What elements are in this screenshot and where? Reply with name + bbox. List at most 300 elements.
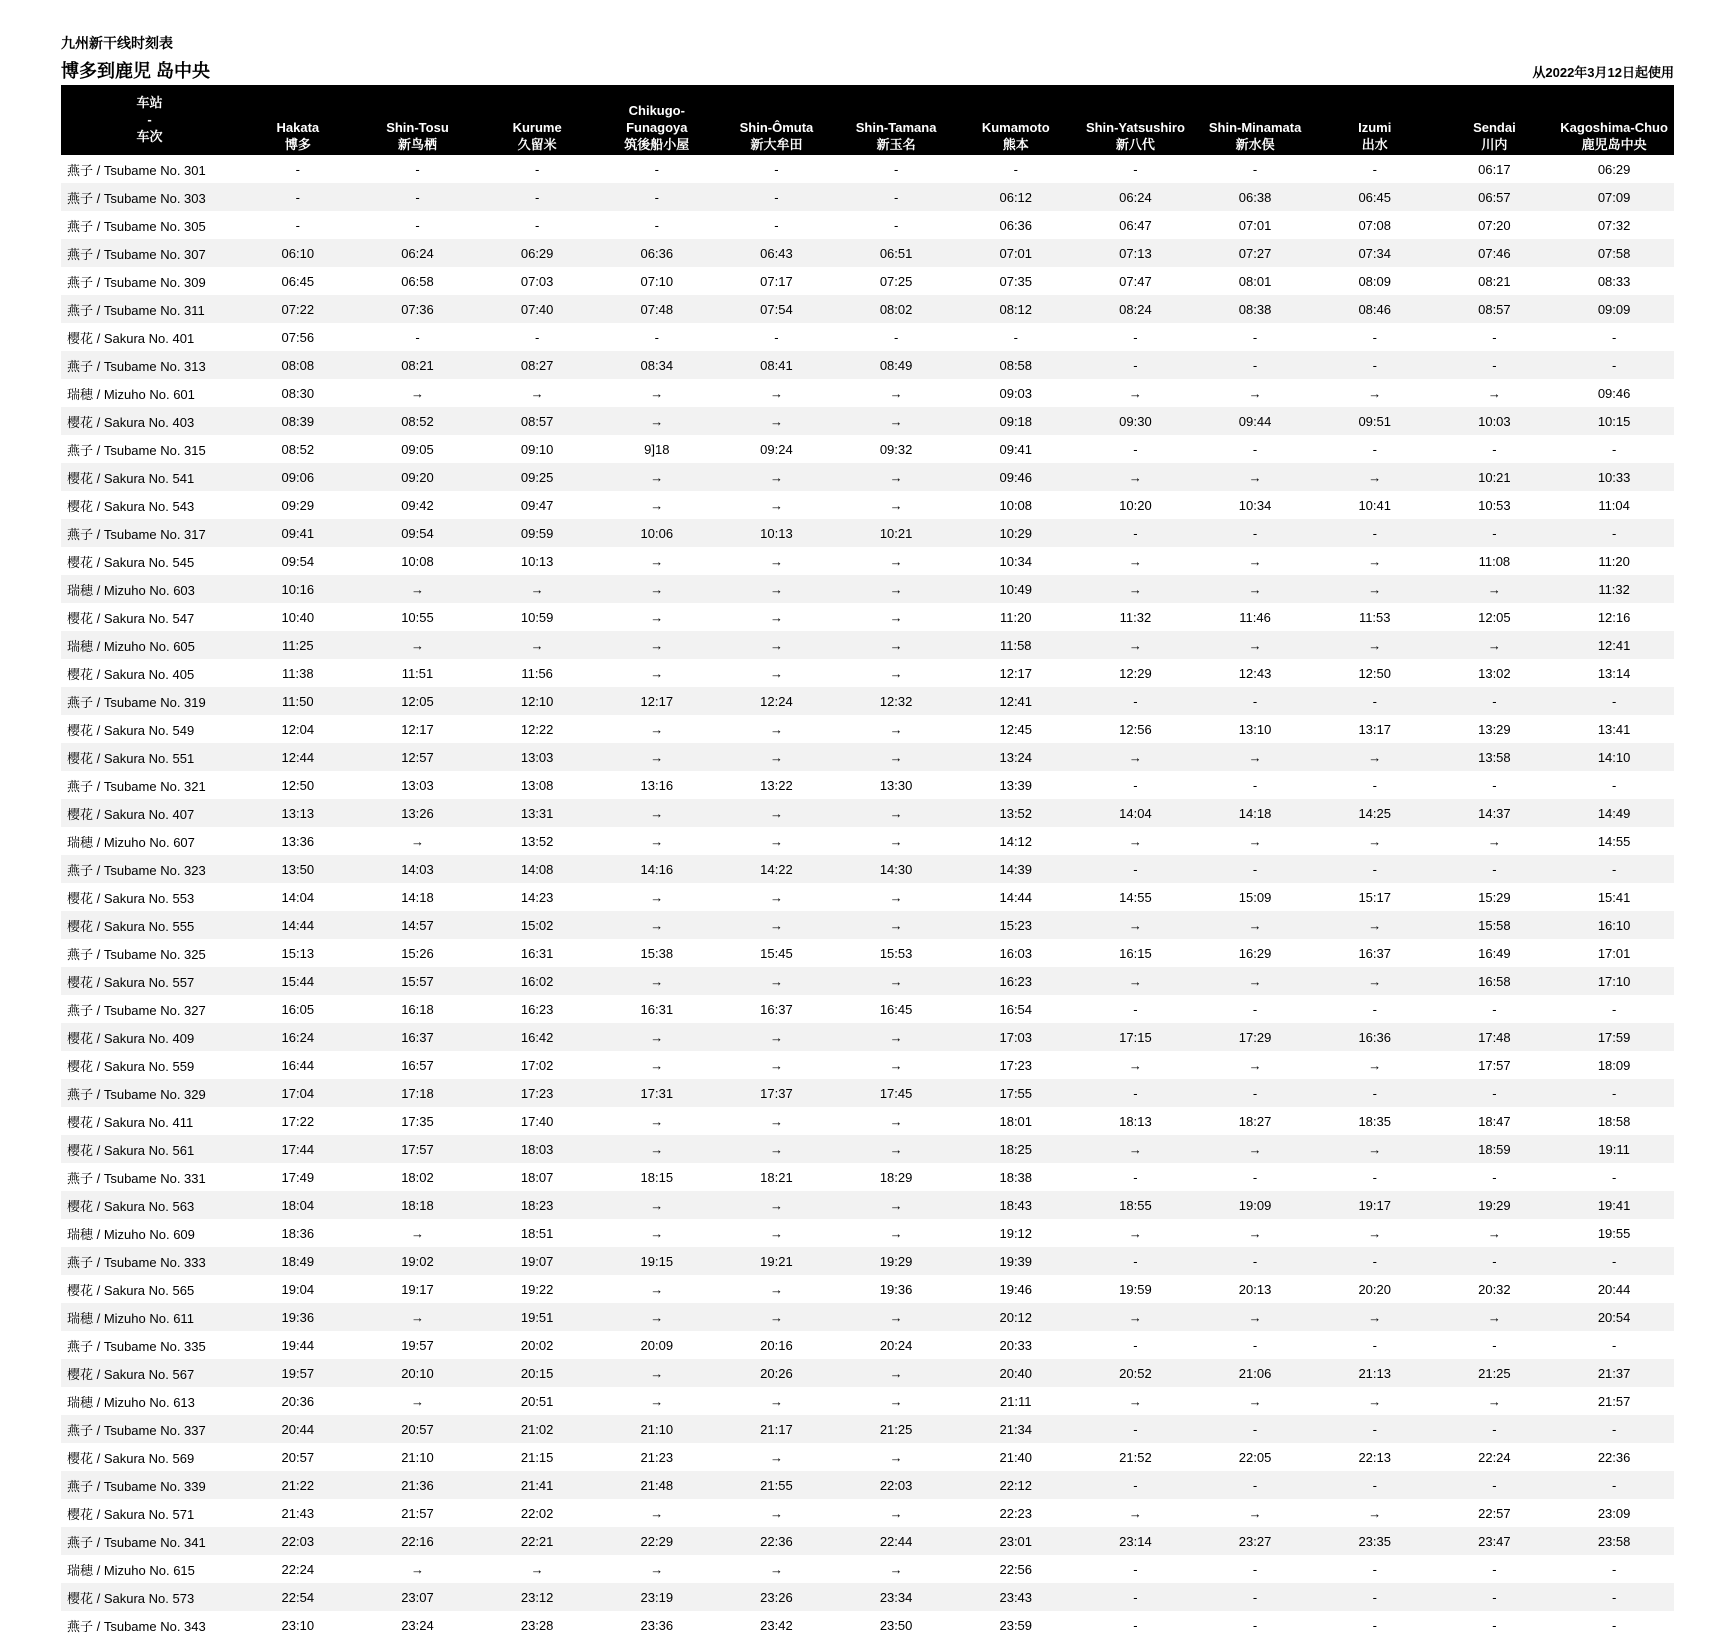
time-cell: → xyxy=(717,575,837,603)
time-cell: - xyxy=(534,161,540,177)
time-cell: 16:23 xyxy=(520,1001,554,1017)
time-cell: 20:44 xyxy=(1597,1281,1631,1297)
time-cell: → xyxy=(1315,463,1435,491)
station-name-jp: 筑後船小屋 xyxy=(624,137,690,152)
station-header xyxy=(1435,85,1555,155)
time-cell: 15:02 xyxy=(477,911,597,939)
time-cell: 10:29 xyxy=(956,519,1076,547)
time-cell: 08:39 xyxy=(238,407,358,435)
time-cell: → xyxy=(410,1393,424,1409)
time-cell: - xyxy=(1315,1471,1435,1499)
time-cell: 06:17 xyxy=(1478,161,1511,177)
train-name-cell: 樱花 / Sakura No. 571 xyxy=(67,1506,195,1522)
time-cell: 21:48 xyxy=(597,1471,717,1499)
time-cell: 15:26 xyxy=(401,945,434,961)
time-cell: 07:35 xyxy=(999,273,1033,289)
timetable xyxy=(61,85,1674,1639)
time-cell: 19:17 xyxy=(401,1281,434,1297)
time-cell: → xyxy=(889,1393,903,1409)
time-cell: - xyxy=(415,161,420,177)
time-cell: → xyxy=(650,1561,664,1577)
time-cell: 07:32 xyxy=(1597,217,1631,233)
time-cell: 18:04 xyxy=(238,1191,358,1219)
time-cell: 16:57 xyxy=(401,1057,434,1073)
time-cell: - xyxy=(1076,1247,1196,1275)
time-cell: 08:41 xyxy=(717,351,837,379)
time-cell: → xyxy=(1315,1135,1435,1163)
time-cell: 22:13 xyxy=(1358,1449,1391,1465)
time-cell: 19:44 xyxy=(281,1337,315,1353)
time-cell: → xyxy=(410,385,424,401)
time-cell: 21:25 xyxy=(836,1415,956,1443)
time-cell: - xyxy=(1133,1617,1138,1633)
time-cell: - xyxy=(1315,1247,1435,1275)
time-cell: - xyxy=(1076,687,1196,715)
time-cell: → xyxy=(836,1135,956,1163)
time-cell: 15:44 xyxy=(238,967,358,995)
time-cell: → xyxy=(1487,385,1501,401)
time-cell: 10:15 xyxy=(1554,407,1674,435)
time-cell: 23:42 xyxy=(760,1617,793,1633)
time-cell: 08:08 xyxy=(238,351,358,379)
time-cell: 18:09 xyxy=(1597,1057,1631,1073)
time-cell: - xyxy=(1492,329,1497,345)
time-cell: 10:08 xyxy=(401,553,434,569)
time-cell: → xyxy=(1368,1505,1382,1521)
time-cell: - xyxy=(534,329,540,345)
time-cell: - xyxy=(1554,1415,1674,1443)
time-cell: 18:38 xyxy=(999,1169,1033,1185)
time-cell: → xyxy=(1128,385,1142,401)
time-cell: → xyxy=(769,553,783,569)
time-cell: 9]18 xyxy=(644,441,670,457)
time-cell: → xyxy=(836,911,956,939)
time-cell: 23:09 xyxy=(1597,1505,1631,1521)
station-header xyxy=(238,85,358,155)
time-cell: 21:57 xyxy=(401,1505,434,1521)
time-cell: 20:24 xyxy=(879,1337,913,1353)
time-cell: - xyxy=(1076,1583,1196,1611)
time-cell: 19:09 xyxy=(1195,1191,1315,1219)
time-cell: - xyxy=(358,183,478,211)
time-cell: → xyxy=(836,631,956,659)
time-cell: 18:29 xyxy=(879,1169,913,1185)
time-cell: 17:59 xyxy=(1554,1023,1674,1051)
time-cell: 17:22 xyxy=(281,1113,315,1129)
time-cell: 18:36 xyxy=(281,1225,315,1241)
time-cell: 23:27 xyxy=(1195,1527,1315,1555)
time-cell: 20:20 xyxy=(1358,1281,1391,1297)
time-cell: → xyxy=(1315,631,1435,659)
time-cell: 15:23 xyxy=(956,911,1076,939)
time-cell: 13:30 xyxy=(879,777,913,793)
train-name-cell: 樱花 / Sakura No. 411 xyxy=(67,1114,194,1130)
time-cell: → xyxy=(717,407,837,435)
station-name-jp: 新八代 xyxy=(1115,137,1155,152)
time-cell: 21:06 xyxy=(1195,1359,1315,1387)
train-name-cell: 樱花 / Sakura No. 565 xyxy=(67,1282,195,1298)
time-cell: 08:52 xyxy=(358,407,478,435)
time-cell: 23:01 xyxy=(956,1527,1076,1555)
time-cell: 15:57 xyxy=(358,967,478,995)
time-cell: - xyxy=(1133,777,1138,793)
time-cell: 18:07 xyxy=(520,1169,554,1185)
train-name-cell: 樱花 / Sakura No. 573 xyxy=(61,1583,238,1611)
time-cell: 11:20 xyxy=(999,609,1032,625)
time-cell: 07:09 xyxy=(1554,183,1674,211)
time-cell: → xyxy=(597,631,717,659)
time-cell: → xyxy=(1487,1393,1501,1409)
time-cell: 19:57 xyxy=(238,1359,358,1387)
time-cell: - xyxy=(1252,329,1258,345)
time-cell: 20:15 xyxy=(477,1359,597,1387)
station-header xyxy=(1554,85,1674,155)
time-cell: - xyxy=(1554,1079,1674,1107)
table-row xyxy=(61,1219,1674,1247)
time-cell: 12:50 xyxy=(281,777,315,793)
time-cell: 14:57 xyxy=(358,911,478,939)
time-cell: → xyxy=(1315,743,1435,771)
time-cell: - xyxy=(1315,687,1435,715)
time-cell: → xyxy=(889,1449,903,1465)
time-cell: 16:37 xyxy=(760,1001,793,1017)
train-name-cell: 樱花 / Sakura No. 567 xyxy=(61,1359,238,1387)
time-cell: 21:13 xyxy=(1315,1359,1435,1387)
time-cell: - xyxy=(1611,329,1617,345)
time-cell: 12:32 xyxy=(836,687,956,715)
time-cell: → xyxy=(650,1393,664,1409)
time-cell: - xyxy=(295,161,300,177)
station-header xyxy=(1315,85,1435,155)
time-cell: → xyxy=(597,1135,717,1163)
time-cell: 13:39 xyxy=(999,777,1033,793)
time-cell: → xyxy=(1435,1303,1555,1331)
time-cell: 13:52 xyxy=(956,799,1076,827)
time-cell: 07:10 xyxy=(640,273,674,289)
time-cell: → xyxy=(836,575,956,603)
time-cell: - xyxy=(1252,1169,1258,1185)
time-cell: → xyxy=(410,1561,424,1577)
time-cell: 16:31 xyxy=(640,1001,674,1017)
time-cell: 11:04 xyxy=(1598,497,1630,513)
time-cell: 13:29 xyxy=(1478,721,1511,737)
time-cell: - xyxy=(1013,161,1018,177)
time-cell: → xyxy=(836,1303,956,1331)
time-cell: 22:29 xyxy=(597,1527,717,1555)
time-cell: 17:15 xyxy=(1076,1023,1196,1051)
station-name-en: Shin-Tosu xyxy=(386,120,449,135)
timetable-body xyxy=(61,155,1674,1639)
table-row xyxy=(61,407,1674,435)
time-cell: 15:45 xyxy=(760,945,793,961)
time-cell: - xyxy=(1492,1617,1497,1633)
time-cell: 07:25 xyxy=(879,273,913,289)
time-cell: 20:52 xyxy=(1076,1359,1196,1387)
train-name-cell: 樱花 / Sakura No. 551 xyxy=(61,743,238,771)
time-cell: → xyxy=(1076,967,1196,995)
time-cell: 17:48 xyxy=(1435,1023,1555,1051)
time-cell: 17:44 xyxy=(238,1135,358,1163)
time-cell: 10:21 xyxy=(1435,463,1555,491)
time-cell: - xyxy=(1554,1583,1674,1611)
time-cell: 10:13 xyxy=(717,519,837,547)
time-cell: → xyxy=(836,407,956,435)
time-cell: 15:58 xyxy=(1435,911,1555,939)
time-cell: - xyxy=(1315,351,1435,379)
time-cell: → xyxy=(1315,1303,1435,1331)
time-cell: 15:09 xyxy=(1238,889,1272,905)
time-cell: 12:56 xyxy=(1119,721,1152,737)
time-cell: 20:33 xyxy=(999,1337,1033,1353)
time-cell: 20:44 xyxy=(238,1415,358,1443)
table-row xyxy=(61,715,1674,743)
time-cell: 16:05 xyxy=(281,1001,315,1017)
station-name-en: Shin-Tamana xyxy=(855,120,937,135)
time-cell: 18:25 xyxy=(956,1135,1076,1163)
train-name-cell: 樱花 / Sakura No. 543 xyxy=(67,498,195,514)
table-row xyxy=(61,1023,1674,1051)
time-cell: → xyxy=(836,967,956,995)
time-cell: 13:24 xyxy=(956,743,1076,771)
time-cell: 20:51 xyxy=(520,1393,554,1409)
time-cell: 07:20 xyxy=(1478,217,1511,233)
station-name-en: Izumi xyxy=(1358,120,1392,135)
time-cell: 20:57 xyxy=(281,1449,315,1465)
time-cell: 09:29 xyxy=(281,497,315,513)
time-cell: 06:29 xyxy=(1597,161,1631,177)
time-cell: 22:03 xyxy=(238,1527,358,1555)
time-cell: 08:02 xyxy=(836,295,956,323)
time-cell: → xyxy=(889,721,903,737)
train-name-cell: 燕子 / Tsubame No. 327 xyxy=(67,1002,206,1018)
time-cell: 23:34 xyxy=(836,1583,956,1611)
time-cell: 16:37 xyxy=(358,1023,478,1051)
table-row xyxy=(61,155,1674,183)
time-cell: - xyxy=(1133,1337,1138,1353)
time-cell: 20:10 xyxy=(358,1359,478,1387)
time-cell: → xyxy=(889,609,903,625)
station-name-jp: 出水 xyxy=(1361,137,1388,152)
time-cell: 16:23 xyxy=(956,967,1076,995)
time-cell: 22:16 xyxy=(358,1527,478,1555)
time-cell: 20:16 xyxy=(760,1337,793,1353)
time-cell: 21:02 xyxy=(477,1415,597,1443)
time-cell: → xyxy=(650,1113,664,1129)
time-cell: - xyxy=(597,183,717,211)
table-row xyxy=(61,1303,1674,1331)
time-cell: 19:21 xyxy=(717,1247,837,1275)
time-cell: 17:57 xyxy=(358,1135,478,1163)
time-cell: 23:36 xyxy=(640,1617,674,1633)
time-cell: 19:41 xyxy=(1554,1191,1674,1219)
time-cell: 07:58 xyxy=(1554,239,1674,267)
train-name-cell: 燕子 / Tsubame No. 321 xyxy=(67,778,206,794)
time-cell: → xyxy=(650,385,664,401)
time-cell: 09:42 xyxy=(401,497,434,513)
time-cell: → xyxy=(597,799,717,827)
train-name-cell: 樱花 / Sakura No. 549 xyxy=(67,722,195,738)
station-name-en: Shin-Minamata xyxy=(1208,120,1302,135)
time-cell: → xyxy=(1487,1225,1501,1241)
time-cell: 08:49 xyxy=(836,351,956,379)
time-cell: 10:49 xyxy=(956,575,1076,603)
time-cell: 10:03 xyxy=(1435,407,1555,435)
time-cell: 13:26 xyxy=(358,799,478,827)
train-name-cell: 樱花 / Sakura No. 555 xyxy=(61,911,238,939)
station-name-jp: 鹿児岛中央 xyxy=(1581,137,1647,152)
train-name-cell: 瑞穂 / Mizuho No. 607 xyxy=(67,834,195,850)
time-cell: 08:38 xyxy=(1195,295,1315,323)
time-cell: 23:10 xyxy=(281,1617,315,1633)
train-name-cell: 樱花 / Sakura No. 405 xyxy=(67,666,195,682)
time-cell: 07:17 xyxy=(760,273,793,289)
time-cell: 21:55 xyxy=(717,1471,837,1499)
time-cell: 17:02 xyxy=(520,1057,554,1073)
time-cell: 21:36 xyxy=(358,1471,478,1499)
table-row xyxy=(61,1583,1674,1611)
time-cell: - xyxy=(1611,1337,1617,1353)
time-cell: 08:30 xyxy=(281,385,315,401)
time-cell: 22:23 xyxy=(999,1505,1033,1521)
time-cell: 19:07 xyxy=(477,1247,597,1275)
time-cell: → xyxy=(410,833,424,849)
time-cell: → xyxy=(1368,385,1382,401)
time-cell: → xyxy=(1248,1505,1262,1521)
time-cell: 08:21 xyxy=(358,351,478,379)
time-cell: 23:26 xyxy=(717,1583,837,1611)
time-cell: → xyxy=(769,1113,783,1129)
time-cell: → xyxy=(1195,1135,1315,1163)
time-cell: - xyxy=(1133,1561,1138,1577)
time-cell: → xyxy=(836,1359,956,1387)
time-cell: - xyxy=(1372,1617,1377,1633)
time-cell: 19:55 xyxy=(1597,1225,1631,1241)
time-cell: 16:15 xyxy=(1119,945,1152,961)
time-cell: 21:57 xyxy=(1597,1393,1631,1409)
time-cell: → xyxy=(1368,833,1382,849)
train-name-cell: 燕子 / Tsubame No. 341 xyxy=(61,1527,238,1555)
timetable-header xyxy=(61,85,1674,155)
time-cell: 07:01 xyxy=(956,239,1076,267)
time-cell: - xyxy=(1554,351,1674,379)
time-cell: 18:59 xyxy=(1435,1135,1555,1163)
time-cell: → xyxy=(358,1303,478,1331)
time-cell: 18:27 xyxy=(1238,1113,1272,1129)
time-cell: - xyxy=(477,183,597,211)
time-cell: 11:58 xyxy=(956,631,1076,659)
time-cell: - xyxy=(774,217,779,233)
time-cell: 16:02 xyxy=(477,967,597,995)
time-cell: → xyxy=(358,631,478,659)
time-cell: 11:51 xyxy=(401,665,434,681)
station-header xyxy=(717,85,837,155)
train-name-cell: 燕子 / Tsubame No. 333 xyxy=(61,1247,238,1275)
time-cell: → xyxy=(1128,1505,1142,1521)
time-cell: 17:37 xyxy=(717,1079,837,1107)
time-cell: - xyxy=(238,183,358,211)
time-cell: → xyxy=(1195,967,1315,995)
time-cell: 17:55 xyxy=(956,1079,1076,1107)
time-cell: 09:54 xyxy=(281,553,315,569)
time-cell: 22:56 xyxy=(999,1561,1033,1577)
time-cell: → xyxy=(1076,1303,1196,1331)
time-cell: 14:12 xyxy=(999,833,1033,849)
time-cell: → xyxy=(717,1303,837,1331)
time-cell: 13:08 xyxy=(520,777,554,793)
time-cell: 08:57 xyxy=(1435,295,1555,323)
time-cell: - xyxy=(1195,1079,1315,1107)
time-cell: 15:29 xyxy=(1478,889,1511,905)
time-cell: 12:17 xyxy=(999,665,1033,681)
time-cell: 06:24 xyxy=(1076,183,1196,211)
time-cell: 12:05 xyxy=(358,687,478,715)
table-row xyxy=(61,547,1674,575)
time-cell: 19:12 xyxy=(999,1225,1033,1241)
time-cell: → xyxy=(1076,631,1196,659)
train-name-cell: 樱花 / Sakura No. 545 xyxy=(67,554,195,570)
time-cell: 19:51 xyxy=(477,1303,597,1331)
train-name-cell: 燕子 / Tsubame No. 303 xyxy=(61,183,238,211)
time-cell: → xyxy=(477,631,597,659)
table-row xyxy=(61,323,1674,351)
station-header xyxy=(956,85,1076,155)
time-cell: - xyxy=(1133,329,1138,345)
time-cell: 09:25 xyxy=(477,463,597,491)
time-cell: 21:23 xyxy=(640,1449,674,1465)
time-cell: 07:08 xyxy=(1358,217,1391,233)
time-cell: - xyxy=(1492,777,1497,793)
time-cell: → xyxy=(597,575,717,603)
time-cell: → xyxy=(1128,1225,1142,1241)
time-cell: 10:06 xyxy=(597,519,717,547)
time-cell: 13:58 xyxy=(1435,743,1555,771)
time-cell: 22:44 xyxy=(836,1527,956,1555)
time-cell: 12:17 xyxy=(401,721,434,737)
time-cell: 19:46 xyxy=(999,1281,1033,1297)
station-name-en: Kurume xyxy=(512,120,562,135)
time-cell: 14:04 xyxy=(1076,799,1196,827)
time-cell: - xyxy=(1435,1415,1555,1443)
time-cell: 09:18 xyxy=(956,407,1076,435)
time-cell: - xyxy=(1372,1561,1377,1577)
time-cell: 12:41 xyxy=(956,687,1076,715)
time-cell: → xyxy=(1128,1393,1142,1409)
time-cell: 12:10 xyxy=(477,687,597,715)
time-cell: 06:47 xyxy=(1119,217,1152,233)
time-cell: - xyxy=(1554,519,1674,547)
time-cell: 20:13 xyxy=(1238,1281,1272,1297)
station-name-en: Shin-Yatsushiro xyxy=(1085,120,1185,135)
time-cell: 17:49 xyxy=(281,1169,315,1185)
time-cell: 10:08 xyxy=(999,497,1033,513)
time-cell: 10:21 xyxy=(836,519,956,547)
table-row xyxy=(61,519,1674,547)
time-cell: - xyxy=(1315,1583,1435,1611)
time-cell: - xyxy=(1372,777,1377,793)
time-cell: 12:05 xyxy=(1478,609,1511,625)
table-row xyxy=(61,435,1674,463)
table-row xyxy=(61,239,1674,267)
time-cell: → xyxy=(1076,911,1196,939)
time-cell: → xyxy=(650,1057,664,1073)
time-cell: 13:52 xyxy=(520,833,554,849)
time-cell: → xyxy=(1076,743,1196,771)
station-name-en: Chikugo-Funagoya xyxy=(626,103,688,135)
time-cell: 14:22 xyxy=(717,855,837,883)
time-cell: 07:54 xyxy=(717,295,837,323)
time-cell: → xyxy=(769,385,783,401)
time-cell: 08:58 xyxy=(956,351,1076,379)
